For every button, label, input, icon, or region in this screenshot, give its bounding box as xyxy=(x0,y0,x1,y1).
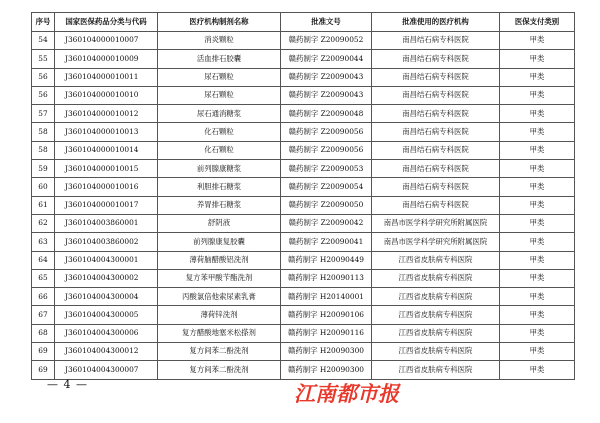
table-cell: 南昌结石病专科医院 xyxy=(372,178,500,196)
formulary-table-container xyxy=(31,12,574,380)
table-cell: J360104000010010 xyxy=(55,86,158,104)
table-cell: J360104000010015 xyxy=(55,160,158,178)
table-cell: J360104004300005 xyxy=(55,306,158,324)
table-cell: 江西省皮肤病专科医院 xyxy=(372,324,500,342)
table-cell: 养胃排石糖浆 xyxy=(158,196,281,214)
table-cell: 赣药制字 Z20090056 xyxy=(281,141,372,159)
table-cell: 57 xyxy=(32,105,55,123)
formulary-table xyxy=(31,12,575,380)
table-cell: 江西省皮肤病专科医院 xyxy=(372,306,500,324)
table-cell: J360104003860002 xyxy=(55,233,158,251)
table-cell: 赣药制字 Z20090042 xyxy=(281,214,372,232)
table-cell: 甲类 xyxy=(500,361,575,379)
table-cell: 69 xyxy=(32,343,55,361)
table-cell: J360104000010013 xyxy=(55,123,158,141)
table-cell: 甲类 xyxy=(500,50,575,68)
table-cell: J360104003860001 xyxy=(55,214,158,232)
table-cell: 江西省皮肤病专科医院 xyxy=(372,361,500,379)
table-cell: 甲类 xyxy=(500,86,575,104)
table-cell: 甲类 xyxy=(500,105,575,123)
header-seq: 序号 xyxy=(32,13,55,32)
table-cell: 67 xyxy=(32,306,55,324)
table-cell: 舒阴液 xyxy=(158,214,281,232)
table-cell: 甲类 xyxy=(500,269,575,287)
table-cell: 江西省皮肤病专科医院 xyxy=(372,251,500,269)
table-cell: 赣药制字 Z20090053 xyxy=(281,160,372,178)
table-cell: 薄荷锌洗剂 xyxy=(158,306,281,324)
table-cell: J360104004300007 xyxy=(55,361,158,379)
table-cell: 56 xyxy=(32,86,55,104)
table-cell: 复方间苯二酚洗剂 xyxy=(158,343,281,361)
table-row xyxy=(32,233,575,251)
table-cell: J360104000010012 xyxy=(55,105,158,123)
newspaper-logo xyxy=(292,378,410,408)
table-cell: 尿石颗粒 xyxy=(158,86,281,104)
table-row xyxy=(32,50,575,68)
table-cell: 甲类 xyxy=(500,214,575,232)
table-cell: 61 xyxy=(32,196,55,214)
header-approval-number: 批准文号 xyxy=(281,13,372,32)
table-row xyxy=(32,105,575,123)
table-cell: 南昌结石病专科医院 xyxy=(372,105,500,123)
table-row xyxy=(32,214,575,232)
table-cell: J360104004300006 xyxy=(55,324,158,342)
table-cell: 南昌结石病专科医院 xyxy=(372,160,500,178)
table-cell: 南昌结石病专科医院 xyxy=(372,50,500,68)
table-cell: 江西省皮肤病专科医院 xyxy=(372,288,500,306)
table-cell: 复方醋酸地塞米松搽剂 xyxy=(158,324,281,342)
table-row xyxy=(32,141,575,159)
table-cell: 前列腺康糖浆 xyxy=(158,160,281,178)
table-cell: 化石颗粒 xyxy=(158,123,281,141)
table-cell: 江西省皮肤病专科医院 xyxy=(372,269,500,287)
table-cell: 赣药制字 Z20090056 xyxy=(281,123,372,141)
table-cell: 尿石通消糖浆 xyxy=(158,105,281,123)
table-cell: 薄荷脑醋酸铝洗剂 xyxy=(158,251,281,269)
table-cell: 赣药制字 H20090113 xyxy=(281,269,372,287)
table-cell: 赣药制字 Z20090050 xyxy=(281,196,372,214)
table-cell: 赣药制字 H20090300 xyxy=(281,343,372,361)
table-cell: 66 xyxy=(32,288,55,306)
table-cell: 62 xyxy=(32,214,55,232)
table-cell: 甲类 xyxy=(500,123,575,141)
table-row xyxy=(32,196,575,214)
table-cell: 58 xyxy=(32,141,55,159)
table-cell: 复方苯甲酸苄酯洗剂 xyxy=(158,269,281,287)
table-cell: J360104004300002 xyxy=(55,269,158,287)
table-cell: 南昌市医学科学研究所附属医院 xyxy=(372,233,500,251)
table-cell: 赣药制字 Z20090043 xyxy=(281,68,372,86)
table-cell: 南昌结石病专科医院 xyxy=(372,141,500,159)
table-cell: 赣药制字 H20090116 xyxy=(281,324,372,342)
table-cell: 60 xyxy=(32,178,55,196)
table-cell: 赣药制字 H20090449 xyxy=(281,251,372,269)
table-body xyxy=(32,32,575,380)
table-cell: J360104000010017 xyxy=(55,196,158,214)
table-cell: 甲类 xyxy=(500,178,575,196)
table-cell: 前列腺康复胶囊 xyxy=(158,233,281,251)
table-cell: 65 xyxy=(32,269,55,287)
table-cell: 消炎颗粒 xyxy=(158,32,281,50)
table-cell: 甲类 xyxy=(500,306,575,324)
table-cell: 赣药制字 H20090300 xyxy=(281,361,372,379)
table-cell: 赣药制字 Z20090052 xyxy=(281,32,372,50)
table-row xyxy=(32,288,575,306)
table-cell: J360104000010007 xyxy=(55,32,158,50)
table-cell: 甲类 xyxy=(500,32,575,50)
table-row xyxy=(32,361,575,379)
table-cell: J360104004300012 xyxy=(55,343,158,361)
table-cell: 复方间苯二酚洗剂 xyxy=(158,361,281,379)
table-cell: 赣药制字 Z20090048 xyxy=(281,105,372,123)
table-cell: 甲类 xyxy=(500,343,575,361)
table-cell: 赣药制字 H20090106 xyxy=(281,306,372,324)
table-row xyxy=(32,68,575,86)
table-row xyxy=(32,160,575,178)
logo-text: 江南都市报 xyxy=(294,382,399,406)
table-cell: 江西省皮肤病专科医院 xyxy=(372,343,500,361)
table-cell: 56 xyxy=(32,68,55,86)
table-cell: 赣药制字 Z20090044 xyxy=(281,50,372,68)
page-number: — 4 — xyxy=(47,378,88,391)
table-cell: 利胆排石糖浆 xyxy=(158,178,281,196)
table-cell: J360104000010009 xyxy=(55,50,158,68)
table-row xyxy=(32,269,575,287)
table-row xyxy=(32,324,575,342)
table-cell: 南昌市医学科学研究所附属医院 xyxy=(372,214,500,232)
table-cell: 活血排石胶囊 xyxy=(158,50,281,68)
table-cell: 55 xyxy=(32,50,55,68)
table-row xyxy=(32,123,575,141)
table-cell: 甲类 xyxy=(500,233,575,251)
table-cell: 甲类 xyxy=(500,68,575,86)
table-row xyxy=(32,343,575,361)
table-cell: 54 xyxy=(32,32,55,50)
table-cell: 甲类 xyxy=(500,288,575,306)
table-cell: 南昌结石病专科医院 xyxy=(372,123,500,141)
table-cell: 南昌结石病专科医院 xyxy=(372,196,500,214)
table-cell: 68 xyxy=(32,324,55,342)
table-cell: J360104004300004 xyxy=(55,288,158,306)
table-cell: 甲类 xyxy=(500,324,575,342)
table-cell: 赣药制字 Z20090043 xyxy=(281,86,372,104)
table-cell: 甲类 xyxy=(500,160,575,178)
table-cell: 赣药制字 Z20090041 xyxy=(281,233,372,251)
table-cell: 甲类 xyxy=(500,196,575,214)
table-row xyxy=(32,251,575,269)
table-cell: J360104000010016 xyxy=(55,178,158,196)
table-cell: 南昌结石病专科医院 xyxy=(372,32,500,50)
table-cell: 赣药制字 Z20090054 xyxy=(281,178,372,196)
table-cell: 南昌结石病专科医院 xyxy=(372,68,500,86)
table-cell: J360104004300001 xyxy=(55,251,158,269)
table-header-row xyxy=(32,13,575,32)
header-code: 国家医保药品分类与代码 xyxy=(55,13,158,32)
table-row xyxy=(32,306,575,324)
table-cell: 赣药制字 H20140001 xyxy=(281,288,372,306)
table-cell: 丙酸氯倍他索尿素乳膏 xyxy=(158,288,281,306)
table-cell: 甲类 xyxy=(500,141,575,159)
table-row xyxy=(32,86,575,104)
table-cell: 南昌结石病专科医院 xyxy=(372,86,500,104)
table-cell: 尿石颗粒 xyxy=(158,68,281,86)
table-cell: 69 xyxy=(32,361,55,379)
table-row xyxy=(32,178,575,196)
header-institution: 批准使用的医疗机构 xyxy=(372,13,500,32)
table-cell: 64 xyxy=(32,251,55,269)
table-cell: 甲类 xyxy=(500,251,575,269)
table-cell: 63 xyxy=(32,233,55,251)
table-cell: 58 xyxy=(32,123,55,141)
table-cell: J360104000010011 xyxy=(55,68,158,86)
table-cell: 化石颗粒 xyxy=(158,141,281,159)
header-preparation-name: 医疗机构制剂名称 xyxy=(158,13,281,32)
table-row xyxy=(32,32,575,50)
table-cell: J360104000010014 xyxy=(55,141,158,159)
table-cell: 59 xyxy=(32,160,55,178)
header-payment-category: 医保支付类别 xyxy=(500,13,575,32)
